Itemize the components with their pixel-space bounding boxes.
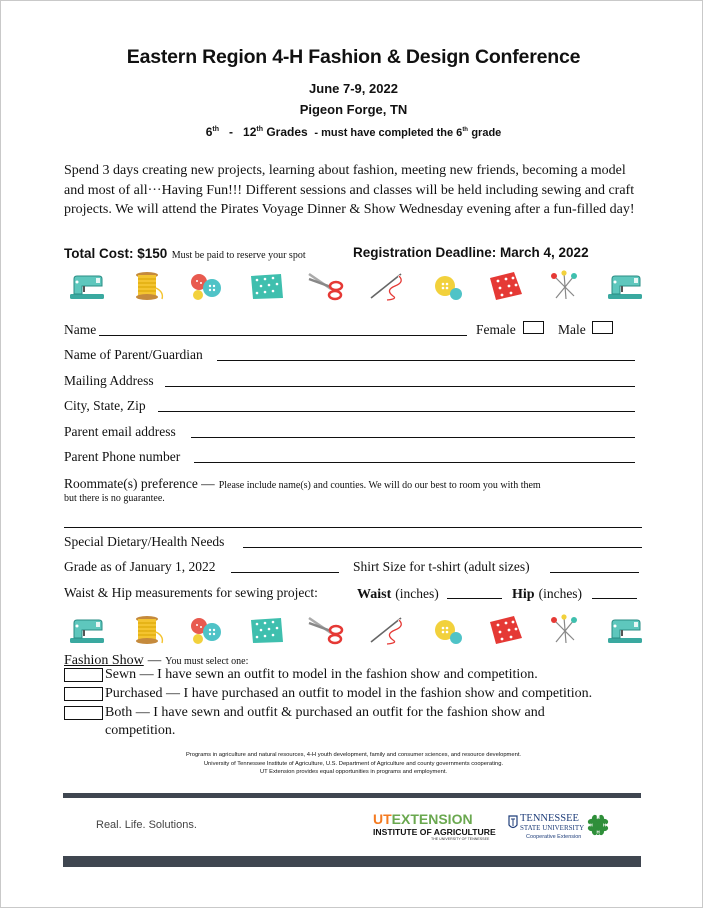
grades-line: 6th - 12th Grades - must have completed the 6th grade bbox=[205, 125, 502, 139]
sewing-machine-icon bbox=[604, 270, 646, 302]
grade-field[interactable] bbox=[231, 572, 339, 573]
purchased-label: Purchased — I have purchased an outfit to model in the fashion show and competition. bbox=[105, 686, 593, 701]
scissors-icon bbox=[305, 614, 347, 646]
phone-label: Parent Phone number bbox=[64, 449, 181, 464]
four-h-clover-icon bbox=[586, 813, 610, 839]
footer-bar-bottom bbox=[63, 856, 641, 867]
city-label: City, State, Zip bbox=[64, 398, 146, 413]
svg-text:H: H bbox=[603, 822, 607, 828]
thread-spool-icon bbox=[126, 614, 168, 646]
intro-paragraph: Spend 3 days creating new projects, learning about fashion, meeting new friends, becoming a model and most of all···Having Fun!!! Different sessions and classes will be held including sewing and craft projects. We will attend the Pirates Voyage Dinner & Show Wednesday evening after a fun-filled day! bbox=[64, 163, 635, 217]
tsu-logo: TENNESSEE STATE UNIVERSITY Cooperative Extension bbox=[508, 813, 583, 847]
buttons-icon bbox=[186, 614, 228, 646]
fabric-swatch-icon bbox=[484, 614, 526, 646]
svg-text:H: H bbox=[596, 815, 600, 820]
event-location: Pigeon Forge, TN bbox=[299, 102, 408, 117]
mailing-field[interactable] bbox=[165, 386, 635, 387]
email-field[interactable] bbox=[191, 437, 635, 438]
measure-label: Waist & Hip measurements for sewing project: bbox=[64, 585, 318, 600]
hip-label: Hip (inches) bbox=[512, 586, 583, 602]
needle-thread-icon bbox=[365, 270, 407, 302]
purchased-checkbox[interactable] bbox=[64, 687, 103, 701]
fabric-swatch-icon bbox=[245, 614, 287, 646]
fashion-show-heading: Fashion Show — You must select one: bbox=[64, 652, 249, 668]
roommate-field[interactable] bbox=[64, 527, 642, 528]
fabric-swatch-icon bbox=[245, 270, 287, 302]
buttons-icon bbox=[425, 614, 467, 646]
icon-row-bottom bbox=[66, 613, 646, 647]
pins-icon bbox=[544, 270, 586, 302]
roommate-note: but there is no guarantee. bbox=[64, 493, 165, 504]
both-checkbox[interactable] bbox=[64, 706, 103, 720]
icon-row-top bbox=[66, 269, 646, 303]
svg-text:H: H bbox=[596, 829, 600, 835]
male-label: Male bbox=[558, 322, 586, 337]
footer-bar-top bbox=[63, 793, 641, 798]
hip-field[interactable] bbox=[592, 598, 637, 599]
scissors-icon bbox=[305, 270, 347, 302]
registration-deadline: Registration Deadline: March 4, 2022 bbox=[353, 245, 589, 260]
needle-thread-icon bbox=[365, 614, 407, 646]
parent-label: Name of Parent/Guardian bbox=[64, 347, 203, 362]
sewing-machine-icon bbox=[604, 614, 646, 646]
phone-field[interactable] bbox=[194, 462, 635, 463]
name-label: Name bbox=[64, 322, 97, 337]
roommate-label: Roommate(s) preference — Please include name(s) and counties. We will do our best to room you with them bbox=[64, 476, 541, 491]
shirt-label: Shirt Size for t-shirt (adult sizes) bbox=[353, 559, 530, 574]
buttons-icon bbox=[425, 270, 467, 302]
waist-label: Waist (inches) bbox=[357, 586, 439, 602]
sewn-checkbox[interactable] bbox=[64, 668, 103, 682]
ut-extension-logo: UTEXTENSION INSTITUTE OF AGRICULTURE THE UNIVERSITY OF TENNESSEE bbox=[373, 811, 496, 841]
mailing-label: Mailing Address bbox=[64, 373, 154, 388]
city-field[interactable] bbox=[158, 411, 635, 412]
dietary-label: Special Dietary/Health Needs bbox=[64, 534, 225, 549]
female-checkbox[interactable] bbox=[523, 321, 544, 334]
waist-field[interactable] bbox=[447, 598, 502, 599]
thread-spool-icon bbox=[126, 270, 168, 302]
svg-text:H: H bbox=[589, 822, 593, 828]
footnote: Programs in agriculture and natural resources, 4-H youth development, family and consumer sciences, and resource development. University of Tennessee Institute of Agriculture, U.S. Department of Agriculture and county governments cooperating. UT Extension provides equal opportunities in programs and employment. bbox=[185, 752, 522, 775]
grade-label: Grade as of January 1, 2022 bbox=[64, 559, 216, 574]
dietary-field[interactable] bbox=[243, 547, 642, 548]
sewing-machine-icon bbox=[66, 614, 108, 646]
total-cost: Total Cost: $150 Must be paid to reserve your spot bbox=[64, 246, 306, 261]
tagline: Real. Life. Solutions. bbox=[96, 819, 197, 831]
male-checkbox[interactable] bbox=[592, 321, 613, 334]
event-dates: June 7-9, 2022 bbox=[309, 81, 398, 96]
both-label-cont: competition. bbox=[105, 723, 176, 738]
both-label: Both — I have sewn and outfit & purchased an outfit for the fashion show and bbox=[105, 705, 545, 720]
sewn-label: Sewn — I have sewn an outfit to model in the fashion show and competition. bbox=[105, 667, 538, 682]
parent-field[interactable] bbox=[217, 360, 635, 361]
sewing-machine-icon bbox=[66, 270, 108, 302]
email-label: Parent email address bbox=[64, 424, 176, 439]
tsu-shield-icon bbox=[508, 815, 518, 831]
shirt-field[interactable] bbox=[550, 572, 639, 573]
pins-icon bbox=[544, 614, 586, 646]
female-label: Female bbox=[476, 322, 516, 337]
page-title: Eastern Region 4-H Fashion & Design Conference bbox=[126, 46, 581, 68]
fabric-swatch-icon bbox=[484, 270, 526, 302]
name-field[interactable] bbox=[99, 335, 467, 336]
buttons-icon bbox=[186, 270, 228, 302]
